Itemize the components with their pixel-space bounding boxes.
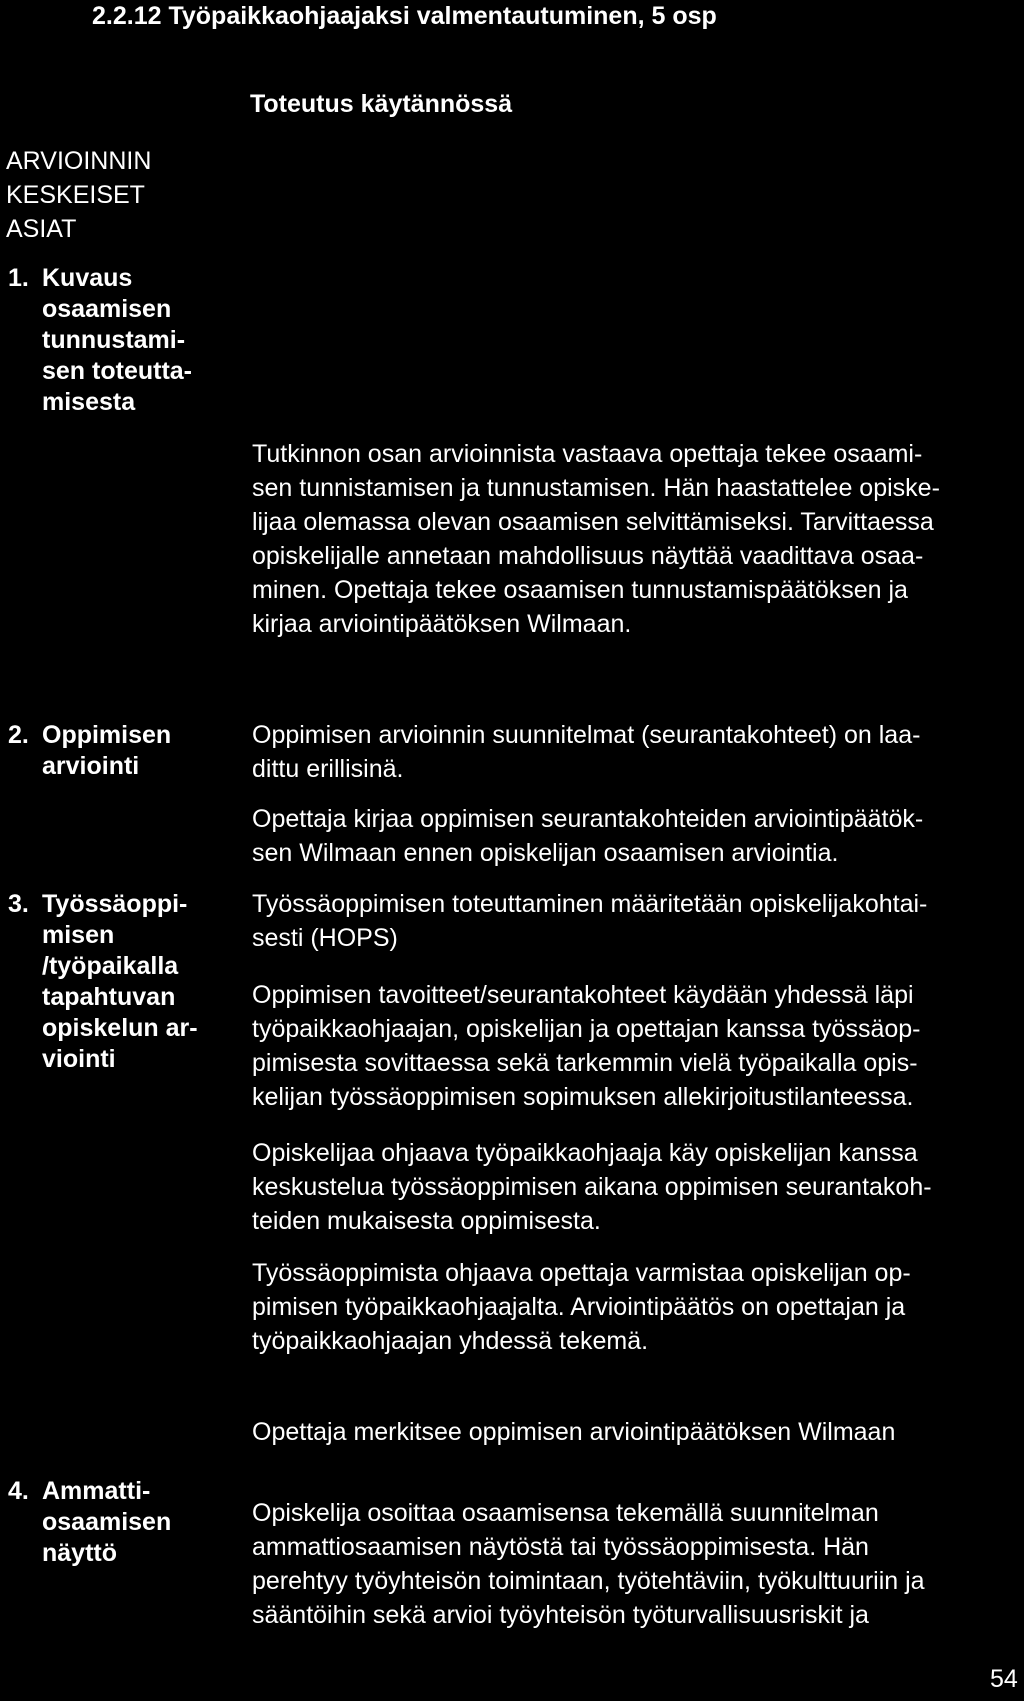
section-number: 4. [8,1477,29,1505]
paragraph-line: dittu erillisinä. [252,755,404,783]
left-heading-line: KESKEISET [6,181,145,209]
left-heading-line: ARVIOINNIN [6,147,152,175]
section-label-line: arviointi [42,752,140,780]
section-2-paragraph [252,802,1022,870]
paragraph-line: Opiskelijaa ohjaava työpaikkaohjaaja käy opiskelijan kanssa [252,1139,918,1167]
left-heading-line: ASIAT [6,215,77,243]
paragraph-line: Työssäoppimisen toteuttaminen määritetään opiskelijakohtai- [252,890,928,918]
document-title: 2.2.12 Työpaikkaohjaajaksi valmentautuminen, 5 osp [92,2,717,30]
column-heading: Toteutus käytännössä [250,90,513,118]
section-label-4 [8,1476,238,1569]
paragraph-line: Työssäoppimista ohjaava opettaja varmistaa opiskelijan op- [252,1259,911,1287]
section-label-line: tunnustami- [42,326,186,354]
section-label-line: misesta [42,388,136,416]
paragraph-line: opiskelijalle annetaan mahdollisuus näyttää vaadittava osaa- [252,542,924,570]
paragraph-line: sääntöihin sekä arvioi työyhteisön työturvallisuusriskit ja [252,1601,869,1629]
left-column-heading [6,144,206,246]
section-label-line: tapahtuvan [42,983,176,1011]
section-label-3 [8,889,238,1075]
paragraph-line: Opettaja merkitsee oppimisen arviointipäätöksen Wilmaan [252,1418,896,1446]
section-label-line: osaamisen [42,295,172,323]
section-label-line: Oppimisen [42,721,172,749]
section-3-paragraph [252,887,1022,955]
section-3-paragraph [252,1136,1022,1238]
section-label-line: viointi [42,1045,116,1073]
paragraph-line: Opiskelija osoittaa osaamisensa tekemällä suunnitelman [252,1499,879,1527]
paragraph-line: Tutkinnon osan arvioinnista vastaava opettaja tekee osaami- [252,440,923,468]
section-number: 1. [8,264,29,292]
paragraph-line: ammattiosaamisen näytöstä tai työssäoppimisesta. Hän [252,1533,869,1561]
paragraph-line: työpaikkaohjaajan, opiskelijan ja opettajan kanssa työssäop- [252,1015,921,1043]
section-3-paragraph [252,978,1022,1114]
section-label-line: Työssäoppi- [42,890,188,918]
paragraph-line: minen. Opettaja tekee osaamisen tunnustamispäätöksen ja [252,576,908,604]
section-label-line: opiskelun ar- [42,1014,198,1042]
section-number: 2. [8,721,29,749]
paragraph-line: pimisesta sovittaessa sekä tarkemmin vielä työpaikalla opis- [252,1049,918,1077]
paragraph-line: sesti (HOPS) [252,924,398,952]
page-number: 54 [990,1665,1018,1693]
paragraph-line: kirjaa arviointipäätöksen Wilmaan. [252,610,632,638]
paragraph-line: työpaikkaohjaajan yhdessä tekemä. [252,1327,649,1355]
paragraph-line: sen Wilmaan ennen opiskelijan osaamisen arviointia. [252,839,839,867]
section-1-paragraph [252,437,1022,641]
section-2-paragraph [252,718,1022,786]
paragraph-line: perehtyy työyhteisön toimintaan, työtehtäviin, työkulttuuriin ja [252,1567,925,1595]
paragraph-line: sen tunnistamisen ja tunnustamisen. Hän haastattelee opiske- [252,474,940,502]
paragraph-line: pimisen työpaikkaohjaajalta. Arviointipäätös on opettajan ja [252,1293,906,1321]
section-label-line: Kuvaus [42,264,133,292]
paragraph-line: Opettaja kirjaa oppimisen seurantakohteiden arviointipäätök- [252,805,924,833]
section-label-line: Ammatti- [42,1477,151,1505]
section-label-line: osaamisen [42,1508,172,1536]
paragraph-line: Oppimisen arvioinnin suunnitelmat (seurantakohteet) on laa- [252,721,921,749]
section-label-line: sen toteutta- [42,357,192,385]
paragraph-line: teiden mukaisesta oppimisesta. [252,1207,601,1235]
section-3-paragraph [252,1256,1022,1358]
section-label-1 [8,263,238,418]
paragraph-line: Oppimisen tavoitteet/seurantakohteet käydään yhdessä läpi [252,981,914,1009]
section-3-paragraph [252,1415,1022,1449]
paragraph-line: kelijan työssäoppimisen sopimuksen allekirjoitustilanteessa. [252,1083,914,1111]
paragraph-line: keskustelua työssäoppimisen aikana oppimisen seurantakoh- [252,1173,932,1201]
section-number: 3. [8,890,29,918]
paragraph-line: lijaa olemassa olevan osaamisen selvittämiseksi. Tarvittaessa [252,508,934,536]
section-label-2 [8,720,238,782]
section-label-line: näyttö [42,1539,117,1567]
section-4-paragraph [252,1496,1022,1632]
section-label-line: /työpaikalla [42,952,179,980]
section-label-line: misen [42,921,115,949]
